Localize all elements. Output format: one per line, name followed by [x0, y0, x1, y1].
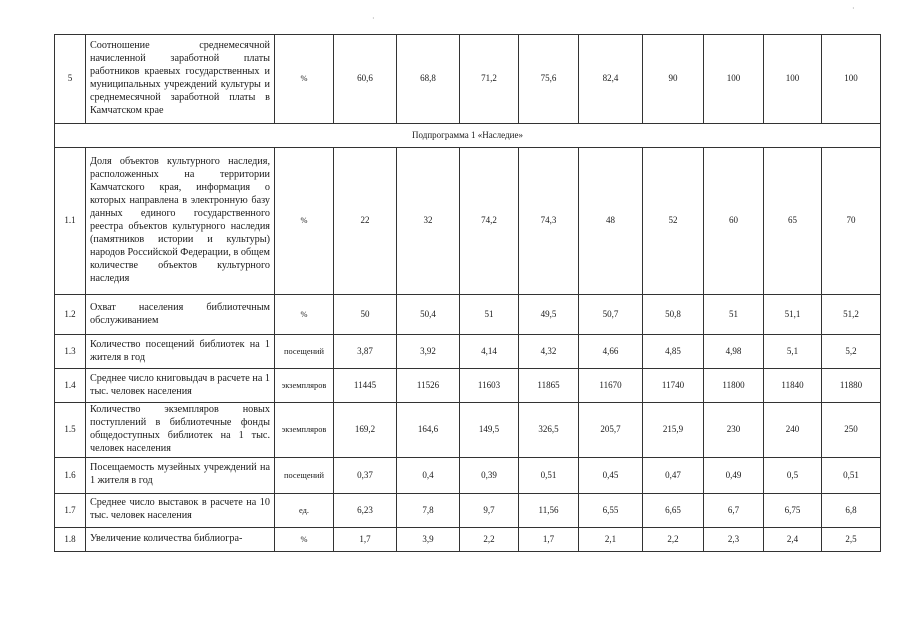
value-cell: 60: [704, 148, 764, 295]
row-number: 1.4: [55, 369, 86, 403]
value-cell: 6,7: [704, 493, 764, 527]
indicator-name: Количество экземпляров новых поступлений в библиотечные фонды общедоступных библиотек на 1 тыс. человек населения: [86, 403, 275, 458]
value-cell: 51: [460, 295, 519, 335]
value-cell: 215,9: [643, 403, 704, 458]
value-cell: 0,4: [397, 457, 460, 493]
value-cell: 100: [704, 35, 764, 124]
row-number: 1.8: [55, 527, 86, 551]
value-cell: 0,45: [579, 457, 643, 493]
value-cell: 2,1: [579, 527, 643, 551]
indicator-name: Увеличение количества библиогра-: [86, 527, 275, 551]
indicator-name: Количество посещений библиотек на 1 жителя в год: [86, 335, 275, 369]
value-cell: 164,6: [397, 403, 460, 458]
value-cell: 3,87: [334, 335, 397, 369]
value-cell: 5,2: [822, 335, 881, 369]
value-cell: 50,8: [643, 295, 704, 335]
value-cell: 74,3: [519, 148, 579, 295]
value-cell: 0,47: [643, 457, 704, 493]
table-body: [55, 35, 881, 552]
row-number: 1.6: [55, 457, 86, 493]
value-cell: 169,2: [334, 403, 397, 458]
value-cell: 74,2: [460, 148, 519, 295]
row-number: 5: [55, 35, 86, 124]
value-cell: 0,37: [334, 457, 397, 493]
value-cell: 82,4: [579, 35, 643, 124]
value-cell: 32: [397, 148, 460, 295]
indicator-name: Соотношение среднемесячной начисленной заработной платы работников краевых государственных и муниципальных учреждений культуры и среднемесячной заработной платы в Камчатском крае: [86, 35, 275, 124]
document-page: [54, 34, 880, 552]
value-cell: 0,5: [764, 457, 822, 493]
value-cell: 1,7: [334, 527, 397, 551]
table-row: [55, 403, 881, 458]
value-cell: 2,2: [643, 527, 704, 551]
value-cell: 3,92: [397, 335, 460, 369]
table-row: [55, 335, 881, 369]
value-cell: 11880: [822, 369, 881, 403]
unit-of-measure: экземпляров: [275, 403, 334, 458]
row-number: 1.3: [55, 335, 86, 369]
scan-speck: ·: [372, 14, 375, 23]
value-cell: 4,85: [643, 335, 704, 369]
value-cell: 50: [334, 295, 397, 335]
value-cell: 22: [334, 148, 397, 295]
table-row: [55, 148, 881, 295]
value-cell: 11840: [764, 369, 822, 403]
table-row: [55, 493, 881, 527]
value-cell: 60,6: [334, 35, 397, 124]
value-cell: 11445: [334, 369, 397, 403]
value-cell: 11800: [704, 369, 764, 403]
value-cell: 9,7: [460, 493, 519, 527]
table-row: [55, 35, 881, 124]
row-number: 1.5: [55, 403, 86, 458]
unit-of-measure: %: [275, 35, 334, 124]
unit-of-measure: экземпляров: [275, 369, 334, 403]
value-cell: 6,75: [764, 493, 822, 527]
subprogram-title: Подпрограмма 1 «Наследие»: [55, 124, 881, 148]
unit-of-measure: %: [275, 295, 334, 335]
value-cell: 71,2: [460, 35, 519, 124]
value-cell: 205,7: [579, 403, 643, 458]
value-cell: 48: [579, 148, 643, 295]
value-cell: 11740: [643, 369, 704, 403]
value-cell: 90: [643, 35, 704, 124]
value-cell: 51,2: [822, 295, 881, 335]
value-cell: 0,51: [822, 457, 881, 493]
indicator-name: Среднее число выставок в расчете на 10 тыс. человек населения: [86, 493, 275, 527]
value-cell: 3,9: [397, 527, 460, 551]
value-cell: 70: [822, 148, 881, 295]
value-cell: 51: [704, 295, 764, 335]
value-cell: 6,55: [579, 493, 643, 527]
row-number: 1.1: [55, 148, 86, 295]
value-cell: 11603: [460, 369, 519, 403]
value-cell: 51,1: [764, 295, 822, 335]
scan-speck: ·: [852, 4, 855, 13]
value-cell: 0,39: [460, 457, 519, 493]
value-cell: 4,32: [519, 335, 579, 369]
value-cell: 68,8: [397, 35, 460, 124]
value-cell: 7,8: [397, 493, 460, 527]
table-row: [55, 527, 881, 551]
value-cell: 4,98: [704, 335, 764, 369]
value-cell: 250: [822, 403, 881, 458]
value-cell: 6,65: [643, 493, 704, 527]
unit-of-measure: ед.: [275, 493, 334, 527]
table-row: [55, 369, 881, 403]
value-cell: 6,8: [822, 493, 881, 527]
indicator-name: Среднее число книговыдач в расчете на 1 тыс. человек населения: [86, 369, 275, 403]
value-cell: 6,23: [334, 493, 397, 527]
value-cell: 4,66: [579, 335, 643, 369]
value-cell: 2,4: [764, 527, 822, 551]
table-row: [55, 457, 881, 493]
indicator-name: Охват населения библиотечным обслуживанием: [86, 295, 275, 335]
value-cell: 11670: [579, 369, 643, 403]
unit-of-measure: %: [275, 527, 334, 551]
value-cell: 2,2: [460, 527, 519, 551]
value-cell: 65: [764, 148, 822, 295]
value-cell: 240: [764, 403, 822, 458]
value-cell: 75,6: [519, 35, 579, 124]
value-cell: 5,1: [764, 335, 822, 369]
value-cell: 0,51: [519, 457, 579, 493]
indicator-name: Доля объектов культурного наследия, расположенных на территории Камчатского края, информация о которых направлена в электронную базу данных единого государственного реестра объектов культурного наследия (памятников истории и культуры) народов Российской Федерации, в общем количестве объектов культурного наследия: [86, 148, 275, 295]
value-cell: 100: [764, 35, 822, 124]
row-number: 1.2: [55, 295, 86, 335]
value-cell: 11526: [397, 369, 460, 403]
unit-of-measure: посещений: [275, 335, 334, 369]
table-row: [55, 295, 881, 335]
indicators-table: [54, 34, 881, 552]
value-cell: 50,7: [579, 295, 643, 335]
value-cell: 11,56: [519, 493, 579, 527]
value-cell: 50,4: [397, 295, 460, 335]
unit-of-measure: %: [275, 148, 334, 295]
value-cell: 0,49: [704, 457, 764, 493]
value-cell: 326,5: [519, 403, 579, 458]
value-cell: 2,5: [822, 527, 881, 551]
value-cell: 49,5: [519, 295, 579, 335]
value-cell: 52: [643, 148, 704, 295]
value-cell: 230: [704, 403, 764, 458]
unit-of-measure: посещений: [275, 457, 334, 493]
value-cell: 11865: [519, 369, 579, 403]
value-cell: 2,3: [704, 527, 764, 551]
value-cell: 149,5: [460, 403, 519, 458]
value-cell: 100: [822, 35, 881, 124]
value-cell: 1,7: [519, 527, 579, 551]
value-cell: 4,14: [460, 335, 519, 369]
indicator-name: Посещаемость музейных учреждений на 1 жителя в год: [86, 457, 275, 493]
row-number: 1.7: [55, 493, 86, 527]
subprogram-header-row: [55, 124, 881, 148]
